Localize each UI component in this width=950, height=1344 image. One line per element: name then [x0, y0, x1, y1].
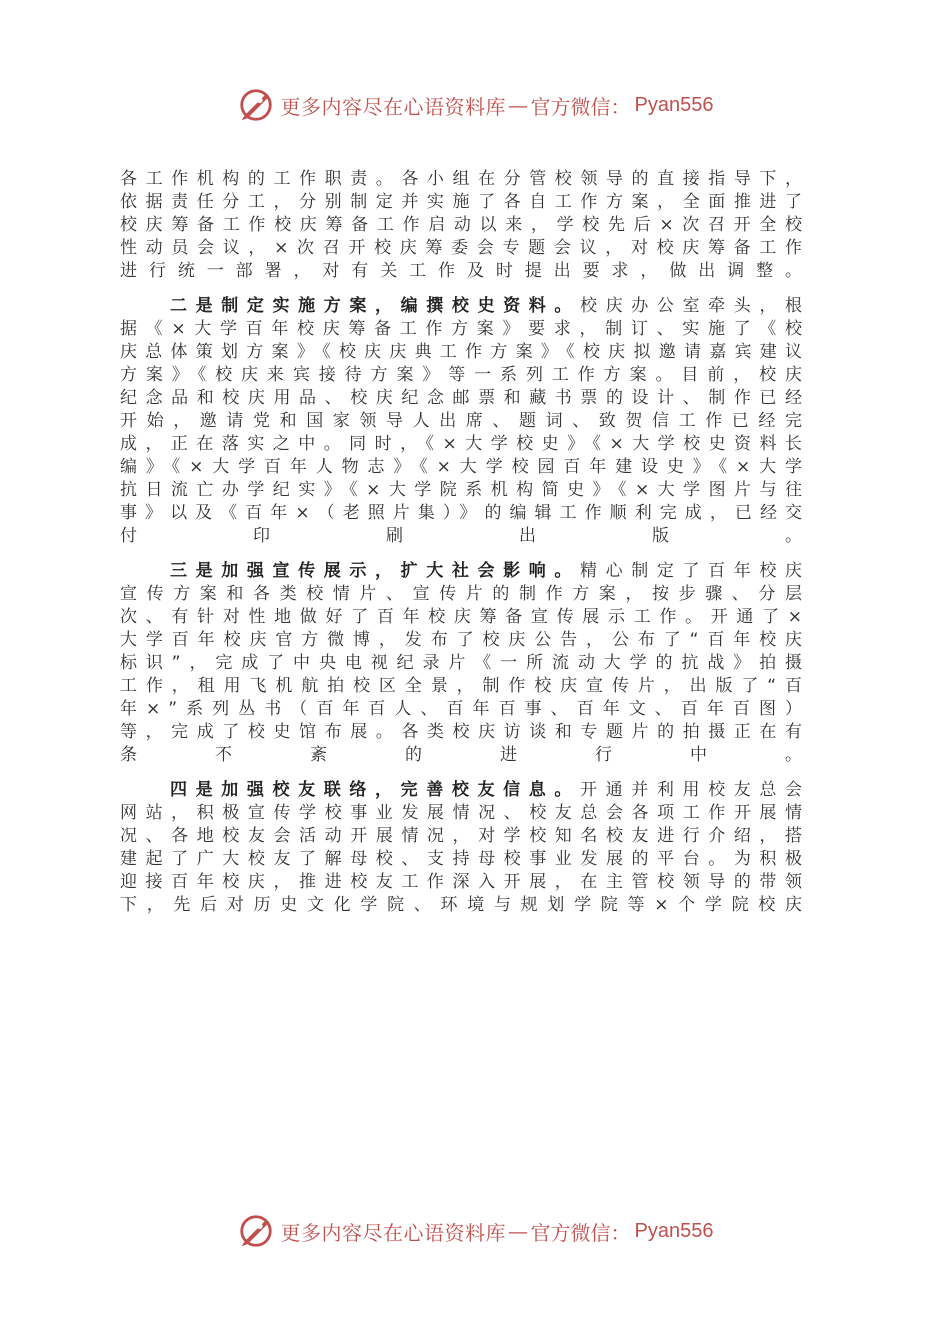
paragraph-4 — [120, 779, 810, 917]
wechat-id: Pyan556 — [634, 1219, 714, 1242]
pen-logo-icon — [237, 86, 275, 124]
paragraph-3-heading: 三是加强宣传展示，扩大社会影响。 — [170, 561, 580, 581]
pen-logo-icon — [237, 1212, 275, 1250]
paragraph-4-heading: 四是加强校友联络，完善校友信息。 — [170, 780, 580, 800]
document-body — [120, 168, 810, 929]
paragraph-2-text: 校庆办公室牵头，根据《×大学百年校庆筹备工作方案》要求，制订、实施了《校庆总体策划方案》《校庆庆典工作方案》《校庆拟邀请嘉宾建议方案》《校庆来宾接待方案》等一系列工作方案。目前，校庆纪念品和校庆用品、校庆纪念邮票和藏书票的设计、制作已经开始，邀请党和国家领导人出席、题词、致贺信工作已经完成，正在落实之中。同时，《×大学校史》《×大学校史资料长编》《×大学百年人物志》《×大学校园百年建设史》《×大学抗日流亡办学纪实》《×大学院系机构简史》《×大学图片与往事》以及《百年×（老照片集）》的编辑工作顺利完成，已经交付印刷出版。 — [120, 296, 810, 546]
footer-banner — [0, 1206, 950, 1256]
paragraph-1: 各工作机构的工作职责。各小组在分管校领导的直接指导下，依据责任分工，分别制定并实施了各自工作方案，全面推进了校庆筹备工作校庆筹备工作启动以来，学校先后×次召开全校性动员会议，×次召开校庆筹委会专题会议，对校庆筹备工作进行统一部署，对有关工作及时提出要求，做出调整。 — [120, 169, 810, 281]
paragraph-4-text: 开通并利用校友总会网站，积极宣传学校事业发展情况、校友总会各项工作开展情况、各地校友会活动开展情况，对学校知名校友进行介绍，搭建起了广大校友了解母校、支持母校事业发展的平台。为积极迎接百年校庆，推进校友工作深入开展，在主管校领导的带领下，先后对历史文化学院、环境与规划学院等×个学院校庆 — [120, 780, 810, 915]
banner-label: 官方微信： — [530, 94, 631, 119]
paragraph-2 — [120, 295, 810, 548]
banner-separator: — — [508, 93, 529, 117]
banner-text: 更多内容尽在心语资料库 — [280, 1220, 507, 1245]
paragraph-3 — [120, 560, 810, 767]
banner-label: 官方微信： — [530, 1220, 631, 1245]
paragraph-3-text: 精心制定了百年校庆宣传方案和各类校情片、宣传片的制作方案，按步骤、分层次、有针对性地做好了百年校庆筹备宣传展示工作。开通了×大学百年校庆官方微博，发布了校庆公告，公布了“百年校庆标识”，完成了中央电视纪录片《一所流动大学的抗战》拍摄工作，租用飞机航拍校区全景，制作校庆宣传片，出版了“百年×”系列丛书（百年百人、百年百事、百年文、百年百图）等，完成了校史馆布展。各类校庆访谈和专题片的拍摄正在有条不紊的进行中。 — [120, 561, 810, 765]
paragraph-2-heading: 二是制定实施方案，编撰校史资料。 — [170, 296, 580, 316]
header-banner — [0, 80, 950, 130]
wechat-id: Pyan556 — [634, 93, 714, 116]
banner-separator: — — [508, 1219, 529, 1243]
banner-text: 更多内容尽在心语资料库 — [280, 94, 507, 119]
